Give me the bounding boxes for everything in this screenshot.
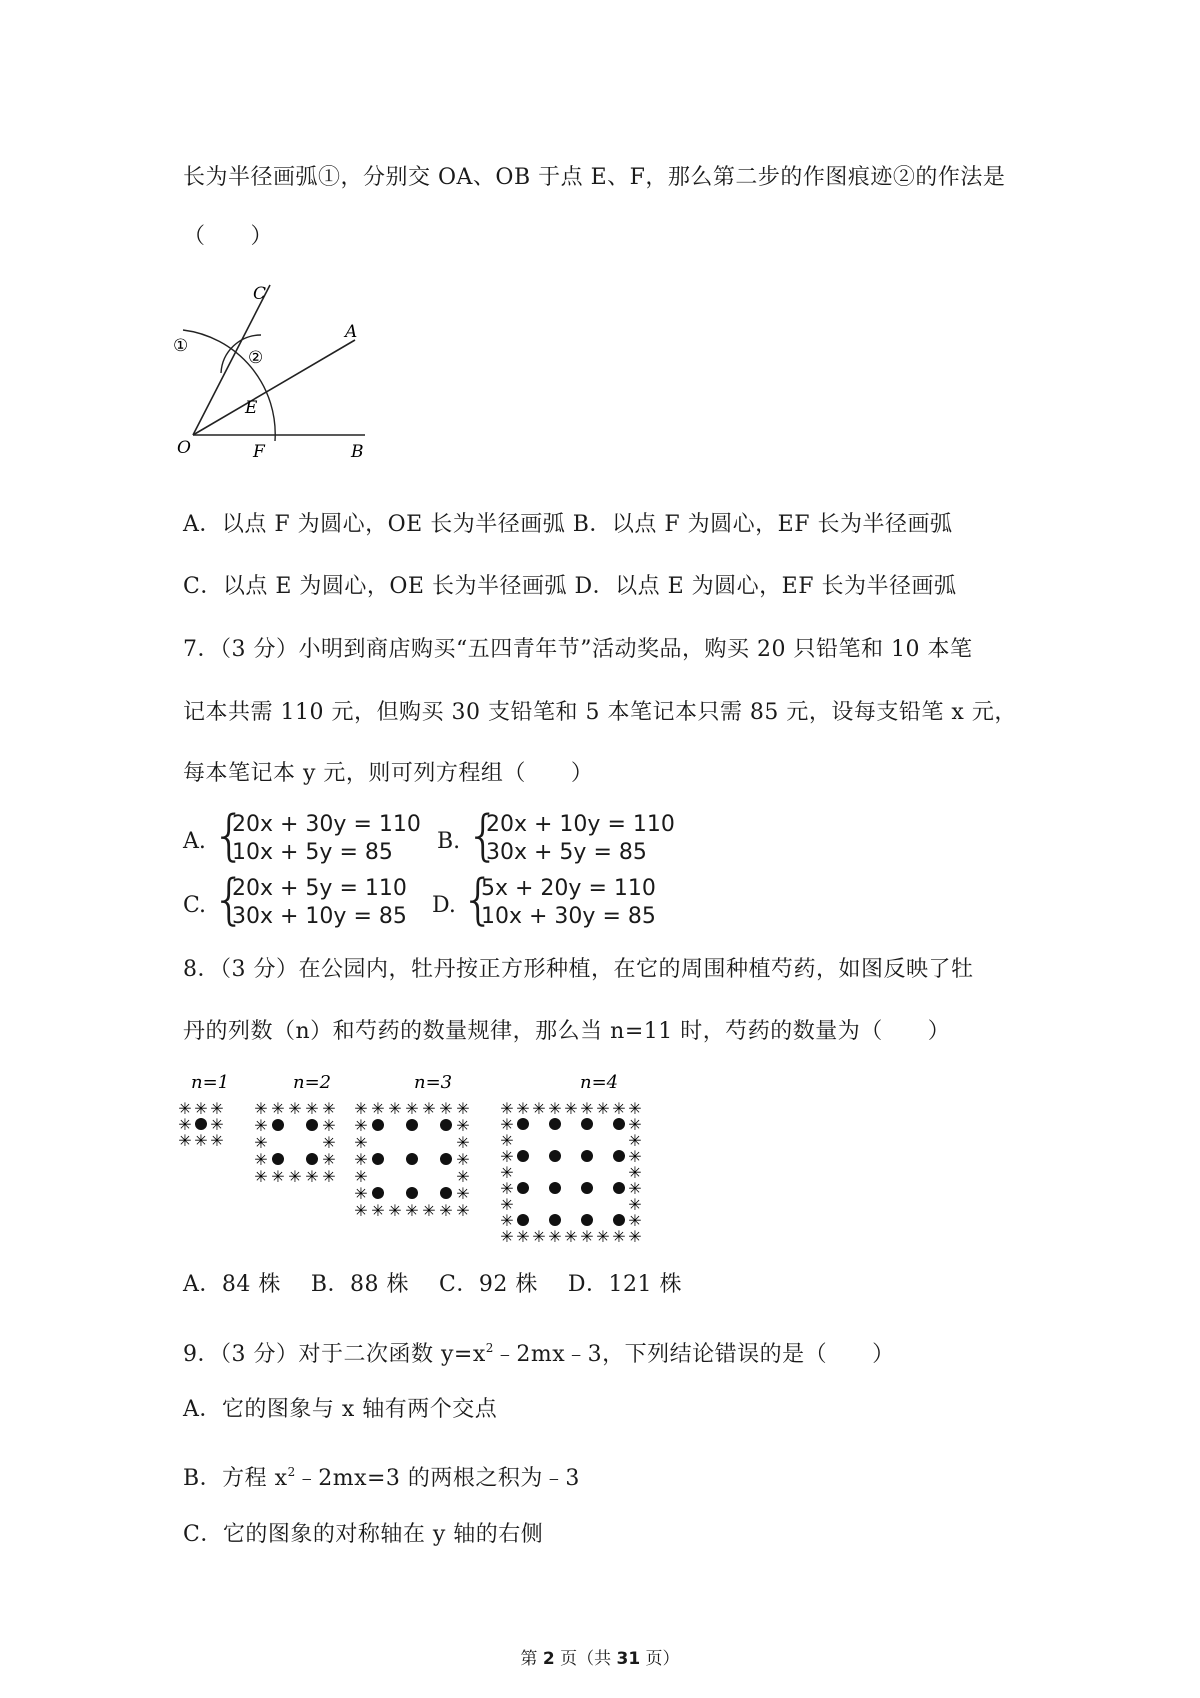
q6-stem-tail: 长为半径画弧①，分别交 OA、OB 于点 E、F，那么第二步的作图痕迹②的作法是 xyxy=(183,165,1006,190)
q6-options-ab: A．以点 F 为圆心，OE 长为半径画弧 B．以点 F 为圆心，EF 长为半径画弧 xyxy=(183,512,953,537)
peony-dot xyxy=(440,1119,452,1131)
peony-dot xyxy=(517,1182,529,1194)
pattern-label-n4: n=4 xyxy=(580,1072,619,1093)
q9-stem xyxy=(183,1333,895,1370)
shaoyao-asterisk: ✳ xyxy=(456,1099,470,1118)
shaoyao-asterisk: ✳ xyxy=(322,1150,336,1169)
q7-option-b-eq2: 30x + 5y = 85 xyxy=(486,840,647,865)
shaoyao-asterisk: ✳ xyxy=(210,1099,224,1118)
shaoyao-asterisk: ✳ xyxy=(422,1201,436,1220)
shaoyao-asterisk: ✳ xyxy=(178,1131,192,1150)
shaoyao-asterisk: ✳ xyxy=(405,1201,419,1220)
label-a: A xyxy=(345,322,358,342)
peony-dot xyxy=(549,1214,561,1226)
shaoyao-asterisk: ✳ xyxy=(532,1099,546,1118)
q7-option-b-label: B. xyxy=(437,829,461,854)
q8-stem-line2: 丹的列数（n）和芍药的数量规律，那么当 n=11 时，芍药的数量为（ ） xyxy=(183,1019,951,1044)
shaoyao-asterisk: ✳ xyxy=(628,1227,642,1246)
angle-bisector-figure xyxy=(175,275,395,475)
arc-1 xyxy=(183,330,275,441)
peony-dot xyxy=(440,1187,452,1199)
peony-dot xyxy=(440,1153,452,1165)
shaoyao-asterisk: ✳ xyxy=(322,1116,336,1135)
shaoyao-asterisk: ✳ xyxy=(500,1179,514,1198)
peony-dot xyxy=(272,1119,284,1131)
shaoyao-asterisk: ✳ xyxy=(210,1131,224,1150)
peony-dot xyxy=(272,1153,284,1165)
q8-stem-line1: 8．（3 分）在公园内，牡丹按正方形种植，在它的周围种植芍药，如图反映了牡 xyxy=(183,957,974,982)
shaoyao-asterisk: ✳ xyxy=(456,1167,470,1186)
pattern-label-n1: n=1 xyxy=(191,1072,230,1093)
peony-pattern-figure xyxy=(175,1068,705,1248)
footer-pre: 第 xyxy=(520,1649,543,1669)
peony-dot xyxy=(306,1119,318,1131)
shaoyao-asterisk: ✳ xyxy=(354,1201,368,1220)
shaoyao-asterisk: ✳ xyxy=(354,1184,368,1203)
peony-dot xyxy=(195,1118,207,1130)
q7-option-a-eq1: 20x + 30y = 110 xyxy=(232,812,421,837)
shaoyao-asterisk: ✳ xyxy=(532,1227,546,1246)
q7-option-d-eq2: 10x + 30y = 85 xyxy=(481,904,656,929)
peony-dot xyxy=(549,1150,561,1162)
shaoyao-asterisk: ✳ xyxy=(628,1163,642,1182)
shaoyao-asterisk: ✳ xyxy=(422,1099,436,1118)
q7-option-d-label: D. xyxy=(432,893,456,918)
shaoyao-asterisk: ✳ xyxy=(500,1115,514,1134)
peony-dot xyxy=(406,1153,418,1165)
shaoyao-asterisk: ✳ xyxy=(500,1147,514,1166)
shaoyao-asterisk: ✳ xyxy=(596,1227,610,1246)
shaoyao-asterisk: ✳ xyxy=(388,1201,402,1220)
footer-post: 页） xyxy=(640,1649,680,1669)
shaoyao-asterisk: ✳ xyxy=(305,1099,319,1118)
q7-option-c-eq1: 20x + 5y = 110 xyxy=(232,876,407,901)
footer-total-pages: 31 xyxy=(616,1649,641,1669)
q9-option-c: C．它的图象的对称轴在 y 轴的右侧 xyxy=(183,1522,544,1547)
shaoyao-asterisk: ✳ xyxy=(516,1099,530,1118)
label-arc2: ② xyxy=(248,348,264,368)
peony-dot xyxy=(372,1153,384,1165)
shaoyao-asterisk: ✳ xyxy=(516,1227,530,1246)
label-f: F xyxy=(253,442,265,462)
shaoyao-asterisk: ✳ xyxy=(628,1179,642,1198)
shaoyao-asterisk: ✳ xyxy=(439,1099,453,1118)
q7-option-c-brace: { xyxy=(212,868,247,931)
shaoyao-asterisk: ✳ xyxy=(271,1167,285,1186)
shaoyao-asterisk: ✳ xyxy=(628,1211,642,1230)
peony-dot xyxy=(613,1150,625,1162)
shaoyao-asterisk: ✳ xyxy=(305,1167,319,1186)
shaoyao-asterisk: ✳ xyxy=(456,1201,470,1220)
q9-option-a: A．它的图象与 x 轴有两个交点 xyxy=(183,1397,498,1422)
q7-option-c-eq2: 30x + 10y = 85 xyxy=(232,904,407,929)
label-e: E xyxy=(245,398,258,418)
shaoyao-asterisk: ✳ xyxy=(456,1133,470,1152)
q9-stem-end: ﹣2mx﹣3，下列结论错误的是（ ） xyxy=(493,1342,895,1367)
shaoyao-asterisk: ✳ xyxy=(254,1150,268,1169)
q9-option-b xyxy=(183,1457,580,1494)
peony-dot xyxy=(581,1150,593,1162)
q8-options: A．84 株 B．88 株 C．92 株 D．121 株 xyxy=(183,1272,682,1297)
label-o: O xyxy=(177,438,191,458)
peony-dot xyxy=(581,1118,593,1130)
shaoyao-asterisk: ✳ xyxy=(580,1227,594,1246)
peony-dot xyxy=(613,1214,625,1226)
q7-stem-line2: 记本共需 110 元，但购买 30 支铅笔和 5 本笔记本只需 85 元，设每支铅笔 x 元， xyxy=(183,700,1017,725)
q6-answer-blank: （ ） xyxy=(183,224,274,249)
shaoyao-asterisk: ✳ xyxy=(500,1099,514,1118)
shaoyao-asterisk: ✳ xyxy=(371,1099,385,1118)
shaoyao-asterisk: ✳ xyxy=(612,1227,626,1246)
q6-options-cd: C．以点 E 为圆心，OE 长为半径画弧 D．以点 E 为圆心，EF 长为半径画弧 xyxy=(183,574,957,599)
shaoyao-asterisk: ✳ xyxy=(456,1116,470,1135)
shaoyao-asterisk: ✳ xyxy=(500,1195,514,1214)
shaoyao-asterisk: ✳ xyxy=(354,1167,368,1186)
shaoyao-asterisk: ✳ xyxy=(210,1115,224,1134)
shaoyao-asterisk: ✳ xyxy=(178,1099,192,1118)
shaoyao-asterisk: ✳ xyxy=(354,1116,368,1135)
peony-dot xyxy=(613,1182,625,1194)
shaoyao-asterisk: ✳ xyxy=(628,1195,642,1214)
shaoyao-asterisk: ✳ xyxy=(456,1184,470,1203)
pattern-label-n3: n=3 xyxy=(414,1072,453,1093)
label-c: C xyxy=(253,284,267,304)
shaoyao-asterisk: ✳ xyxy=(194,1099,208,1118)
q7-option-a-brace: { xyxy=(212,804,247,867)
shaoyao-asterisk: ✳ xyxy=(500,1211,514,1230)
shaoyao-asterisk: ✳ xyxy=(564,1227,578,1246)
peony-dot xyxy=(517,1214,529,1226)
q7-option-c-label: C. xyxy=(183,893,207,918)
q7-option-d-brace: { xyxy=(461,868,496,931)
label-arc1: ① xyxy=(173,336,189,356)
peony-dot xyxy=(517,1118,529,1130)
shaoyao-asterisk: ✳ xyxy=(500,1163,514,1182)
peony-dot xyxy=(306,1153,318,1165)
shaoyao-asterisk: ✳ xyxy=(288,1167,302,1186)
shaoyao-asterisk: ✳ xyxy=(500,1227,514,1246)
q7-option-a-label: A. xyxy=(183,829,206,854)
q7-stem-line1: 7．（3 分）小明到商店购买“五四青年节”活动奖品，购买 20 只铅笔和 10 本笔 xyxy=(183,637,973,662)
shaoyao-asterisk: ✳ xyxy=(628,1099,642,1118)
shaoyao-asterisk: ✳ xyxy=(439,1201,453,1220)
peony-dot xyxy=(581,1214,593,1226)
shaoyao-asterisk: ✳ xyxy=(254,1167,268,1186)
shaoyao-asterisk: ✳ xyxy=(322,1167,336,1186)
peony-dot xyxy=(549,1118,561,1130)
shaoyao-asterisk: ✳ xyxy=(354,1150,368,1169)
shaoyao-asterisk: ✳ xyxy=(354,1133,368,1152)
q7-option-a-eq2: 10x + 5y = 85 xyxy=(232,840,393,865)
shaoyao-asterisk: ✳ xyxy=(580,1099,594,1118)
q9-option-b-end: ﹣2mx=3 的两根之积为﹣3 xyxy=(295,1466,580,1491)
shaoyao-asterisk: ✳ xyxy=(254,1116,268,1135)
peony-dot xyxy=(372,1187,384,1199)
footer-page-number: 2 xyxy=(542,1649,555,1669)
shaoyao-asterisk: ✳ xyxy=(371,1201,385,1220)
peony-dot xyxy=(613,1118,625,1130)
page-footer xyxy=(0,1647,1200,1671)
shaoyao-asterisk: ✳ xyxy=(628,1147,642,1166)
shaoyao-asterisk: ✳ xyxy=(354,1099,368,1118)
q7-stem-line3: 每本笔记本 y 元，则可列方程组（ ） xyxy=(183,761,594,786)
shaoyao-asterisk: ✳ xyxy=(548,1227,562,1246)
shaoyao-asterisk: ✳ xyxy=(564,1099,578,1118)
q7-option-b-brace: { xyxy=(466,804,501,867)
label-b: B xyxy=(351,442,364,462)
shaoyao-asterisk: ✳ xyxy=(322,1099,336,1118)
shaoyao-asterisk: ✳ xyxy=(628,1115,642,1134)
peony-dot xyxy=(406,1119,418,1131)
q9-option-b-start: B．方程 x xyxy=(183,1466,288,1491)
shaoyao-asterisk: ✳ xyxy=(254,1133,268,1152)
shaoyao-asterisk: ✳ xyxy=(388,1099,402,1118)
shaoyao-asterisk: ✳ xyxy=(178,1115,192,1134)
q9-stem-exponent: 2 xyxy=(485,1341,494,1355)
shaoyao-asterisk: ✳ xyxy=(500,1131,514,1150)
shaoyao-asterisk: ✳ xyxy=(405,1099,419,1118)
peony-dot xyxy=(581,1182,593,1194)
q7-option-d-eq1: 5x + 20y = 110 xyxy=(481,876,656,901)
shaoyao-asterisk: ✳ xyxy=(628,1131,642,1150)
q9-stem-start: 9．（3 分）对于二次函数 y=x xyxy=(183,1342,486,1367)
peony-dot xyxy=(549,1182,561,1194)
shaoyao-asterisk: ✳ xyxy=(254,1099,268,1118)
q7-option-b-eq1: 20x + 10y = 110 xyxy=(486,812,675,837)
footer-mid: 页（共 xyxy=(554,1649,617,1669)
shaoyao-asterisk: ✳ xyxy=(194,1131,208,1150)
shaoyao-asterisk: ✳ xyxy=(548,1099,562,1118)
shaoyao-asterisk: ✳ xyxy=(612,1099,626,1118)
shaoyao-asterisk: ✳ xyxy=(596,1099,610,1118)
pattern-label-n2: n=2 xyxy=(293,1072,332,1093)
shaoyao-asterisk: ✳ xyxy=(288,1099,302,1118)
shaoyao-asterisk: ✳ xyxy=(456,1150,470,1169)
peony-dot xyxy=(517,1150,529,1162)
shaoyao-asterisk: ✳ xyxy=(271,1099,285,1118)
peony-dot xyxy=(372,1119,384,1131)
q9-option-b-exponent: 2 xyxy=(287,1465,296,1479)
shaoyao-asterisk: ✳ xyxy=(322,1133,336,1152)
peony-dot xyxy=(406,1187,418,1199)
